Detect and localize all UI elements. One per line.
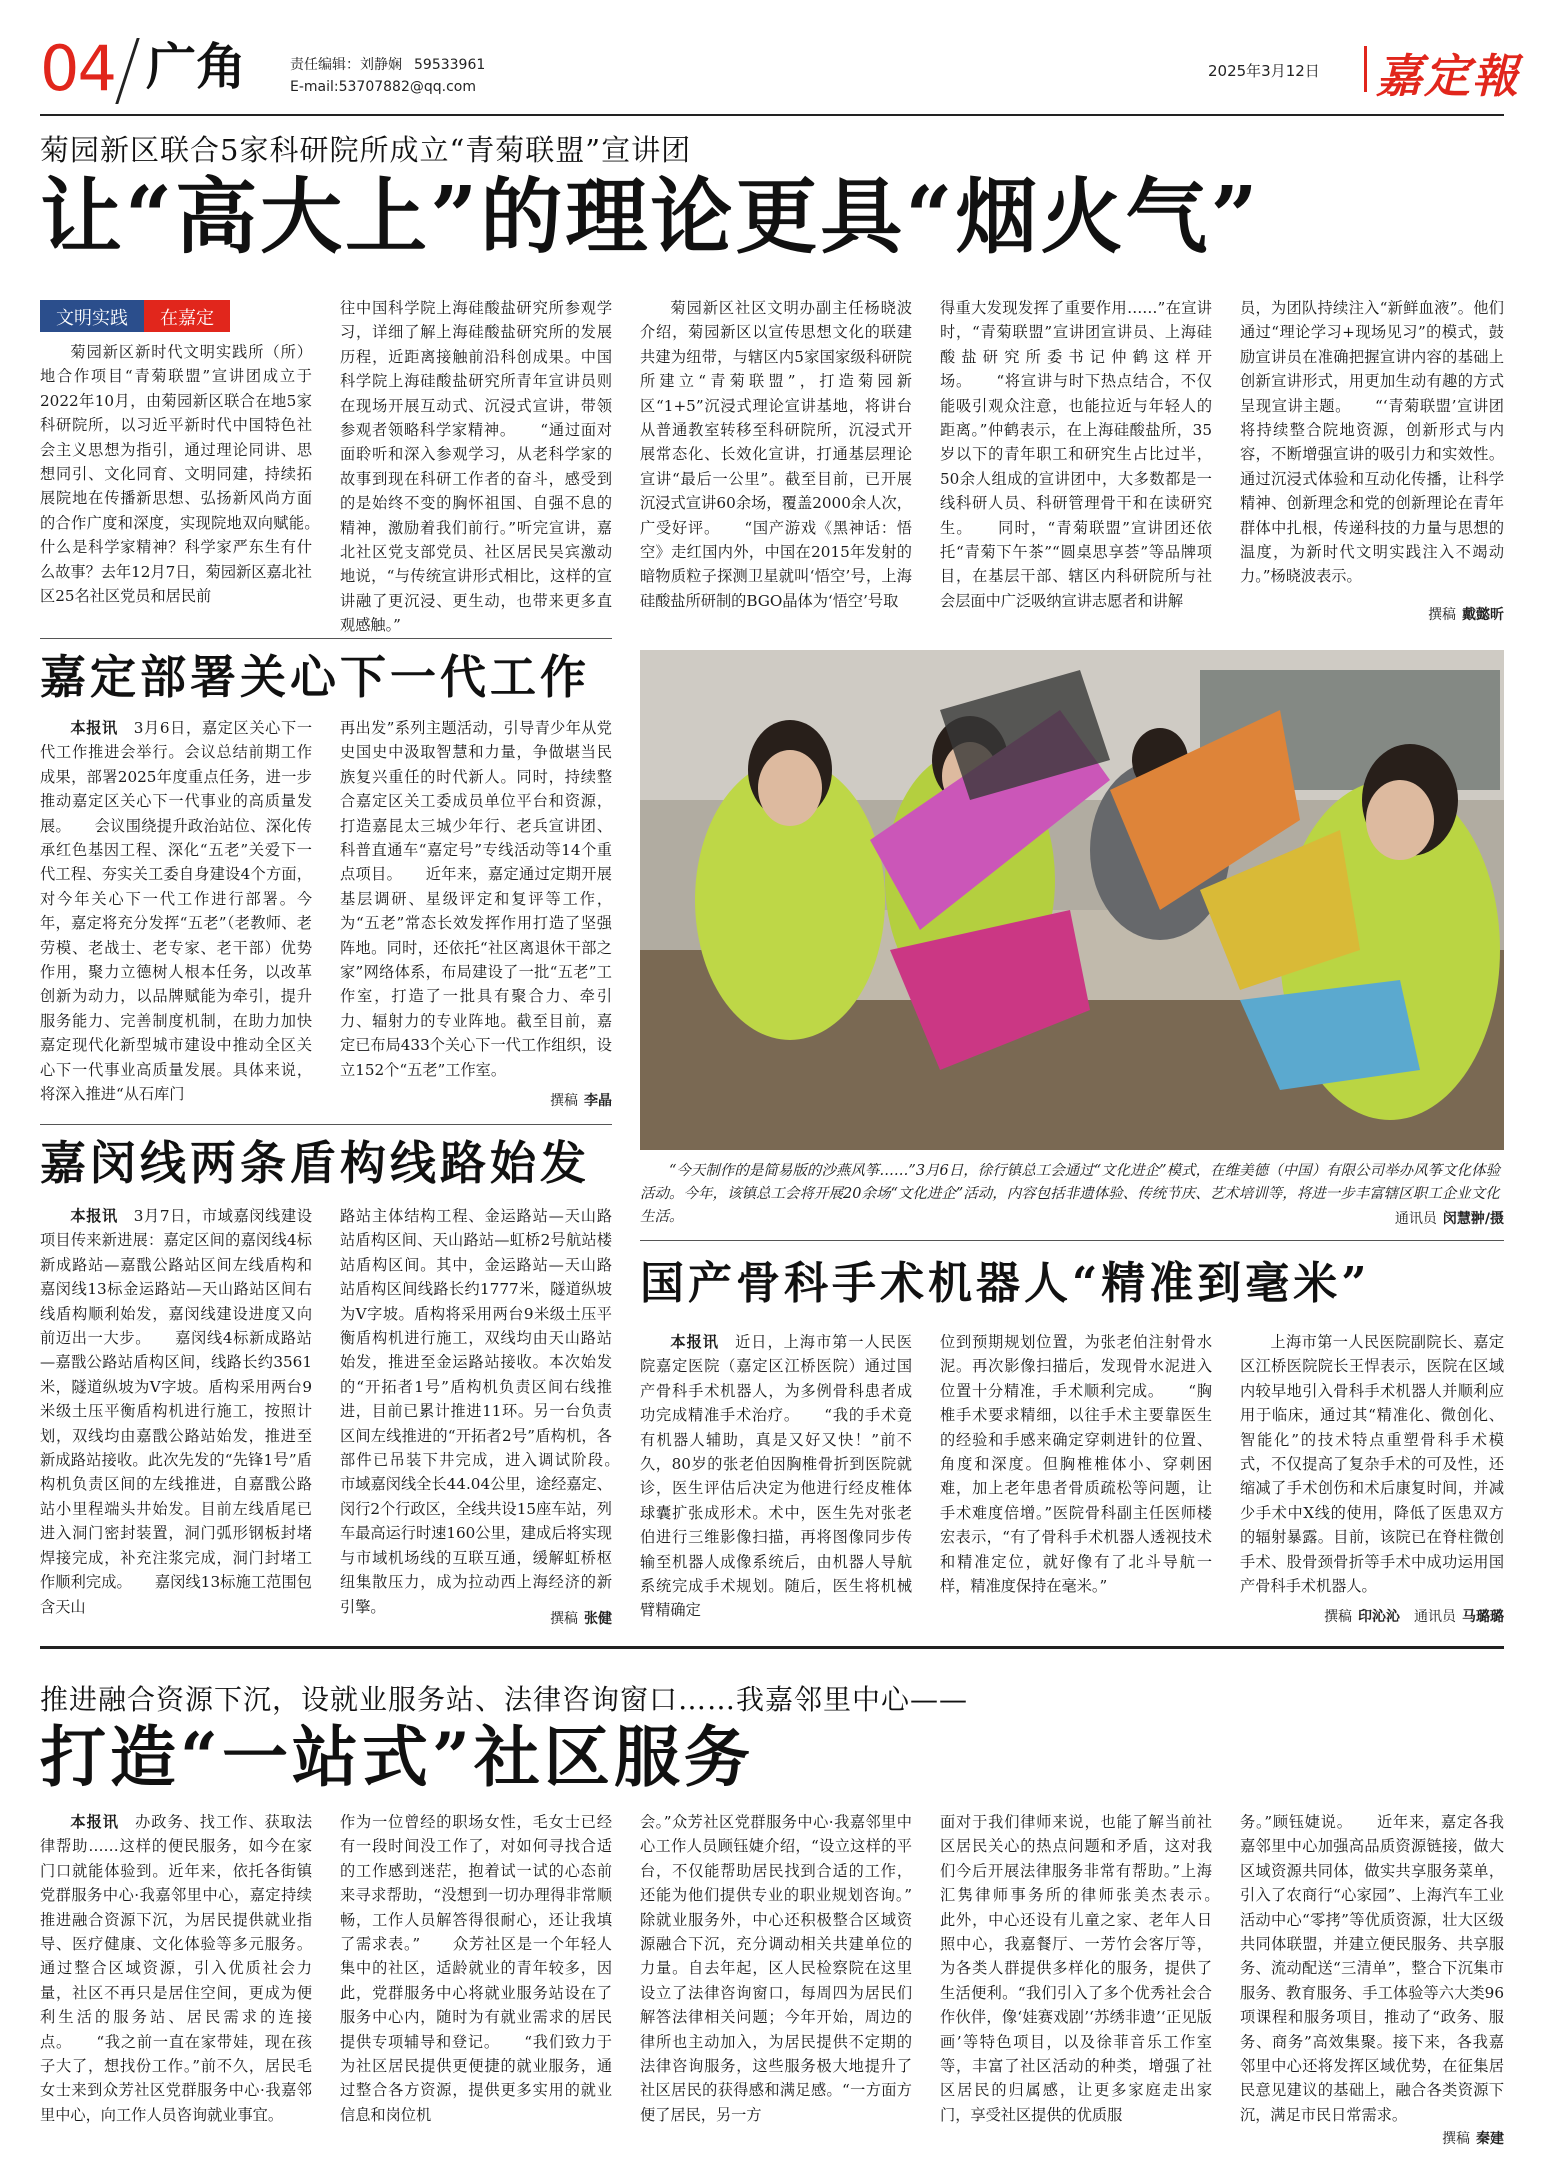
article3-headline: 嘉闵线两条盾构线路始发	[40, 1136, 590, 1190]
photo-credit	[1160, 1208, 1504, 1228]
byline-role: 撰稿	[1442, 2131, 1470, 2147]
article1-text: 往中国科学院上海硅酸盐研究所参观学习，详细了解上海硅酸盐研究所的发展历程，近距离接触前沿科创成果。中国科学院上海硅酸盐研究所青年宣讲员则在现场开展互动式、沉浸式宣讲，带领参观者领略科学家精神。 “通过面对面聆听和深入参观学习，从老科学家的故事到现在科研工作者的奋斗，感受到的是始终不变的胸怀祖国、自强不息的精神，激励着我们前行。”听完宣讲，嘉北社区党支部党员、社区居民吴宾激动地说，“与传统宣讲形式相比，这样的宣讲融了更沉浸、更生动，也带来更多直观感触。”	[340, 299, 612, 635]
byline-name: 张健	[584, 1611, 612, 1627]
article1-column	[1240, 296, 1504, 596]
article1-text: 菊园新区新时代文明实践所（所）地合作项目“青菊联盟”宣讲团成立于2022年10月，由菊园新区联合在地5家科研院所，以习近平新时代中国特色社会主义思想为指引，通过理论同讲、思想同引、文化同育、文明同建，持续拓展院地在传播新思想、弘扬新风尚方面的合作广度和深度，实现院地双向赋能。 什么是科学家精神？科学家严东生有什么故事？去年12月7日，菊园新区嘉北社区25名社区党员和居民前	[40, 343, 343, 606]
article2-text: 3月6日，嘉定区关心下一代工作推进会举行。会议总结前期工作成果，部署2025年度重点任务，进一步推动嘉定区关心下一代事业的高质量发展。 会议围绕提升政治站位、深化传承红色基因工程、深化“五老”关爱下一代工程、夯实关工委自身建设4个方面，对今年关心下一代工作进行部署。今年，嘉定将充分发挥“五老”（老教师、老劳模、老战士、老专家、老干部）优势作用，聚力立德树人根本任务，以改革创新为动力，以品牌赋能为牵引，提升服务能力、完善制度机制，在助力加快嘉定现代化新型城市建设中推动全区关心下一代事业高质量发展。具体来说，将深入推进“从石库门	[40, 719, 313, 1104]
article3-text: 3月7日，市域嘉闵线建设项目传来新进展：嘉定区间的嘉闵线4标新成路站—嘉戬公路站区间左线盾构和嘉闵线13标金运路站—天山路站区间右线盾构顺利始发，嘉闵线建设进度又向前迈出一大步。 嘉闵线4标新成路站—嘉戬公路站盾构区间，线路长约3561米，隧道纵坡为V字坡。盾构采用两台9米级土压平衡盾构机进行施工，按照计划，双线均由嘉戬公路站始发，推进至新成路站接收。此次先发的“先锋1号”盾构机负责区间的左线推进，自嘉戬公路站小里程端头井始发。目前左线盾尾已进入洞门密封装置，洞门弧形钢板封堵焊接完成，补充注浆完成，洞门封堵工作顺利完成。 嘉闵线13标施工范围包含天山	[40, 1207, 313, 1616]
article3-column	[340, 1204, 643, 1616]
article1-text: 员，为团队持续注入“新鲜血液”。他们通过“理论学习+现场见习”的模式，鼓励宣讲员在准确把握宣讲内容的基础上创新宣讲形式，用更加生动有趣的方式呈现宣讲主题。 “‘青菊联盟’宣讲团将持续整合院地资源，创新形式与内容，不断增强宣讲的吸引力和实效性。通过沉浸式体验和互动化传播，让科学精神、创新理念和党的创新理论在青年群体中扎根，传递科技的力量与思想的温度，为新时代文明实践注入不竭动力。”杨晓波表示。	[1240, 299, 1504, 586]
article5-kicker: 推进融合资源下沉，设就业服务站、法律咨询窗口……我嘉邻里中心——	[40, 1683, 969, 1716]
article1-byline	[1240, 604, 1504, 624]
article2-text: 再出发”系列主题活动，引导青少年从党史国史中汲取智慧和力量，争做堪当民族复兴重任的时代新人。同时，持续整合嘉定区关工委成员单位平台和资源，打造嘉昆太三城少年行、老兵宣讲团、科普直通车“嘉定号”专线活动等14个重点项目。 近年来，嘉定通过定期开展基层调研、星级评定和复评等工作，为“五老”常态长效发挥作用打造了坚强阵地。同时，还依托“社区离退休干部之家”网络体系，布局建设了一批“五老”工作室，打造了一批具有聚合力、牵引力、辐射力的专业阵地。截至目前，嘉定已布局433个关心下一代工作组织，设立152个“五老”工作室。	[340, 719, 612, 1079]
lead-tag: 本报讯	[670, 1333, 719, 1351]
photo-illustration	[640, 650, 1504, 1150]
article1-text: 菊园新区社区文明办副主任杨晓波介绍，菊园新区以宣传思想文化的联建共建为纽带，与辖区内5家国家级科研院所建立“青菊联盟”，打造菊园新区“1+5”沉浸式理论宣讲基地，将讲台从普通教室转移至科研院所，沉浸式开展常态化、长效化宣讲，打通基层理论宣讲“最后一公里”。截至目前，已开展沉浸式宣讲60余场，覆盖2000余人次，广受好评。 “国产游戏《黑神话：悟空》走红国内外，中国在2015年发射的暗物质粒子探测卫星就叫‘悟空’号，上海硅酸盐所研制的BGO晶体为‘悟空’号取	[640, 299, 912, 610]
article2-byline	[340, 1090, 612, 1110]
divider	[40, 1124, 612, 1125]
byline-name: 印沁沁	[1358, 1609, 1400, 1625]
article5-column	[940, 1810, 1243, 2150]
byline-role: 撰稿	[1324, 1609, 1352, 1625]
article5-text: 作为一位曾经的职场女性，毛女士已经有一段时间没工作了，对如何寻找合适的工作感到迷茫，抱着试一试的心态前来寻求帮助，“没想到一切办理得非常顺畅，工作人员解答得很耐心，还让我填了需求表。” 众芳社区是一个年轻人集中的社区，适龄就业的青年较多，因此，党群服务中心将就业服务站设在了服务中心内，随时为有就业需求的居民提供专项辅导和登记。 “我们致力于为社区居民提供更便捷的就业服务，通过整合各方资源，提供更多实用的就业信息和岗位机	[340, 1813, 612, 2124]
divider	[640, 1240, 1504, 1241]
article4-byline	[1240, 1606, 1504, 1626]
masthead-divider	[115, 38, 139, 104]
editor-email: E-mail:53707882@qq.com	[290, 79, 476, 95]
article3-byline	[340, 1608, 612, 1628]
article4-column	[1240, 1330, 1504, 1600]
editor-info	[290, 54, 485, 98]
news-photo	[640, 650, 1504, 1150]
article5-column	[40, 1810, 312, 2150]
article5-text: 面对于我们律师来说，也能了解当前社区居民关心的热点问题和矛盾，这对我们今后开展法律服务非常有帮助。”上海汇隽律师事务所的律师张美杰表示。 此外，中心还设有儿童之家、老年人日照中心，我嘉餐厅、一芳竹会客厅等，为各类人群提供多样化的服务，提供了生活便利。“我们引入了多个优秀社会合作伙伴，像‘娃赛戏剧’‘苏绣非遗’‘正见版画’等特色项目，以及徐菲音乐工作室等，丰富了社区活动的种类，增强了社区居民的归属感，让更多家庭走出家门，享受社区提供的优质服	[940, 1813, 1243, 2124]
editor-phone: 59533961	[414, 57, 486, 73]
column-tag-right: 在嘉定	[144, 300, 230, 332]
article1-column	[340, 296, 612, 635]
article4-text: 位到预期规划位置，为张老伯注射骨水泥。再次影像扫描后，发现骨水泥进入位置十分精准，手术顺利完成。 “胸椎手术要求精细，以往手术主要靠医生的经验和手感来确定穿刺进针的位置、角度和深度。但胸椎椎体小、穿刺困难，加上老年患者骨质疏松等问题，让手术难度倍增。”医院骨科副主任医师楼宏表示，“有了骨科手术机器人透视技术和精准定位，就好像有了北斗导航一样，精准度保持在毫米。”	[940, 1333, 1212, 1596]
article1-text: 得重大发现发挥了重要作用……”在宣讲时，“青菊联盟”宣讲团宣讲员、上海硅酸盐研究所委书记仲鹤这样开场。 “将宣讲与时下热点结合，不仅能吸引观众注意，也能拉近与年轻人的距离。”仲鹤表示，在上海硅酸盐所，35岁以下的青年职工和研究生占比过半，50余人组成的宣讲团中，大多数都是一线科研人员、科研管理骨干和在读研究生。 同时，“青菊联盟”宣讲团还依托“青菊下午茶”“圆桌思享荟”等品牌项目，在基层干部、辖区内科研院所与社会层面中广泛吸纳宣讲志愿者和讲解	[940, 299, 1212, 610]
editor-name: 责任编辑：刘静娴	[290, 57, 402, 73]
article5-column	[640, 1810, 943, 2150]
article5-headline: 打造“一站式”社区服务	[40, 1718, 754, 1796]
article5-text: 务。”顾钰婕说。 近年来，嘉定各我嘉邻里中心加强高品质资源链接，做大区域资源共同体，做实共享服务菜单，引入了农商行“心家园”、上海汽车工业活动中心“零拷”等优质资源，壮大区级共同体联盟，并建立便民服务、共享服务、流动配送“三清单”，整合下沉集市服务、教育服务、手工体验等六大类96项课程和服务项目，推动了“政务、服务、商务”高效集聚。接下来，各我嘉邻里中心还将发挥区域优势，在征集居民意见建议的基础上，融合各类资源下沉，满足市民日常需求。	[1240, 1813, 1504, 2124]
lead-tag: 本报讯	[70, 719, 118, 737]
article2-headline: 嘉定部署关心下一代工作	[40, 650, 590, 704]
article1-headline: 让“高大上”的理论更具“烟火气”	[40, 169, 1261, 265]
page-number: 04	[40, 32, 115, 105]
article1-column	[940, 296, 1212, 630]
masthead-rule	[40, 114, 1504, 116]
article1-kicker: 菊园新区联合5家科研院所成立“青菊联盟”宣讲团	[40, 133, 692, 167]
byline-name: 李晶	[584, 1093, 612, 1109]
byline-role: 撰稿	[550, 1093, 578, 1109]
article4-column	[940, 1330, 1212, 1626]
section-rule	[40, 1646, 1504, 1649]
article4-text: 上海市第一人民医院副院长、嘉定区江桥医院院长王悍表示，医院在区域内较早地引入骨科手术机器人并顺利应用于临床，通过其“精准化、微创化、智能化”的技术特点重塑骨科手术模式，不仅提高了复杂手术的可及性，还缩减了手术创伤和术后康复时间，并减少手术中X线的使用，降低了医患双方的辐射暴露。目前，该院已在脊柱微创手术、股骨颈骨折等手术中成功运用国产骨科手术机器人。	[1240, 1333, 1504, 1596]
article2-column	[340, 716, 612, 1082]
article3-column	[40, 1204, 312, 1624]
article5-column	[1240, 1810, 1504, 2124]
article5-byline	[1240, 2128, 1504, 2148]
byline-role: 撰稿	[550, 1611, 578, 1627]
byline-name: 戴懿昕	[1462, 607, 1504, 623]
lead-tag: 本报讯	[70, 1207, 118, 1225]
section-name: 广角	[146, 37, 246, 96]
column-tag	[40, 300, 230, 332]
credit-role: 通讯员	[1394, 1211, 1437, 1227]
credit-name: 闵慧翀/摄	[1442, 1211, 1504, 1227]
article1-column	[40, 340, 343, 630]
article3-text: 路站主体结构工程、金运路站—天山路站盾构区间、天山路站—虹桥2号航站楼站盾构区间。其中，金运路站—天山路站盾构区间线路长约1777米，隧道纵坡为V字坡。盾构将采用两台9米级土压平衡盾构机进行施工，双线均由天山路站始发，推进至金运路站接收。本次始发的“开拓者1号”盾构机负责区间右线推进，目前已累计推进11环。另一台负责区间左线推进的“开拓者2号”盾构机，各部件已吊装下井完成，进入调试阶段。 市域嘉闵线全长44.04公里，途经嘉定、闵行2个行政区，全线共设15座车站，列车最高运行时速160公里，建成后将实现与市域机场线的互联互通，缓解虹桥枢纽集散压力，成为拉动西上海经济的新引擎。	[340, 1207, 643, 1616]
caption-text: “今天制作的是简易版的沙燕风筝……”3月6日，徐行镇总工会通过“文化进企”模式，在维美德（中国）有限公司举办风筝文化体验活动。今年，该镇总工会将开展20余场“文化进企”活动，内容包括非遗体验、传统节庆、艺术培训等，将进一步丰富辖区职工企业文化生活。	[640, 1163, 1501, 1225]
lead-tag: 本报讯	[70, 1813, 119, 1831]
article1-column	[640, 296, 912, 630]
logo-divider	[1364, 46, 1367, 92]
byline-role: 通讯员	[1414, 1609, 1456, 1625]
article4-text: 近日，上海市第一人民医院嘉定医院（嘉定区江桥医院）通过国产骨科手术机器人，为多例骨科患者成功完成精准手术治疗。 “我的手术竟有机器人辅助，真是又好又快！”前不久，80岁的张老伯因胸椎骨折到医院就诊，医生评估后决定为他进行经皮椎体球囊扩张成形术。术中，医生先对张老伯进行三维影像扫描，再将图像同步传输至机器人成像系统后，由机器人导航系统完成手术规划。随后，医生将机械臂精确定	[640, 1333, 913, 1620]
article5-text: 会。”众芳社区党群服务中心·我嘉邻里中心工作人员顾钰婕介绍，“设立这样的平台，不仅能帮助居民找到合适的工作，还能为他们提供专业的职业规划咨询。” 除就业服务外，中心还积极整合区域资源融合下沉，充分调动相关共建单位的力量。自去年起，区人民检察院在这里设立了法律咨询窗口，每周四为居民们解答法律相关问题；今年开始，周边的律所也主动加入，为居民提供不定期的法律咨询服务，这些服务极大地提升了社区居民的获得感和满足感。“一方面方便了居民，另一方	[640, 1813, 943, 2124]
article4-column	[640, 1330, 912, 1626]
byline-name: 秦建	[1476, 2131, 1504, 2147]
article5-column	[340, 1810, 612, 2150]
byline-role: 撰稿	[1428, 607, 1456, 623]
article2-column	[40, 716, 312, 1116]
paper-logo: 嘉定報	[1376, 49, 1520, 103]
publication-date: 2025年3月12日	[1208, 62, 1320, 80]
column-tag-left: 文明实践	[40, 300, 144, 332]
article5-text: 办政务、找工作、获取法律帮助……这样的便民服务，如今在家门口就能体验到。近年来，依托各街镇党群服务中心·我嘉邻里中心，嘉定持续推进融合资源下沉，为居民提供就业指导、医疗健康、文化体验等多元服务。通过整合区域资源，引入优质社会力量，社区不再只是居住空间，更成为便利生活的服务站、居民需求的连接点。 “我之前一直在家带娃，现在孩子大了，想找份工作。”前不久，居民毛女士来到众芳社区党群服务中心·我嘉邻里中心，向工作人员咨询就业事宜。	[40, 1813, 313, 2124]
byline-name: 马璐璐	[1462, 1609, 1504, 1625]
article4-headline: 国产骨科手术机器人“精准到毫米”	[640, 1258, 1371, 1309]
divider	[40, 638, 612, 639]
